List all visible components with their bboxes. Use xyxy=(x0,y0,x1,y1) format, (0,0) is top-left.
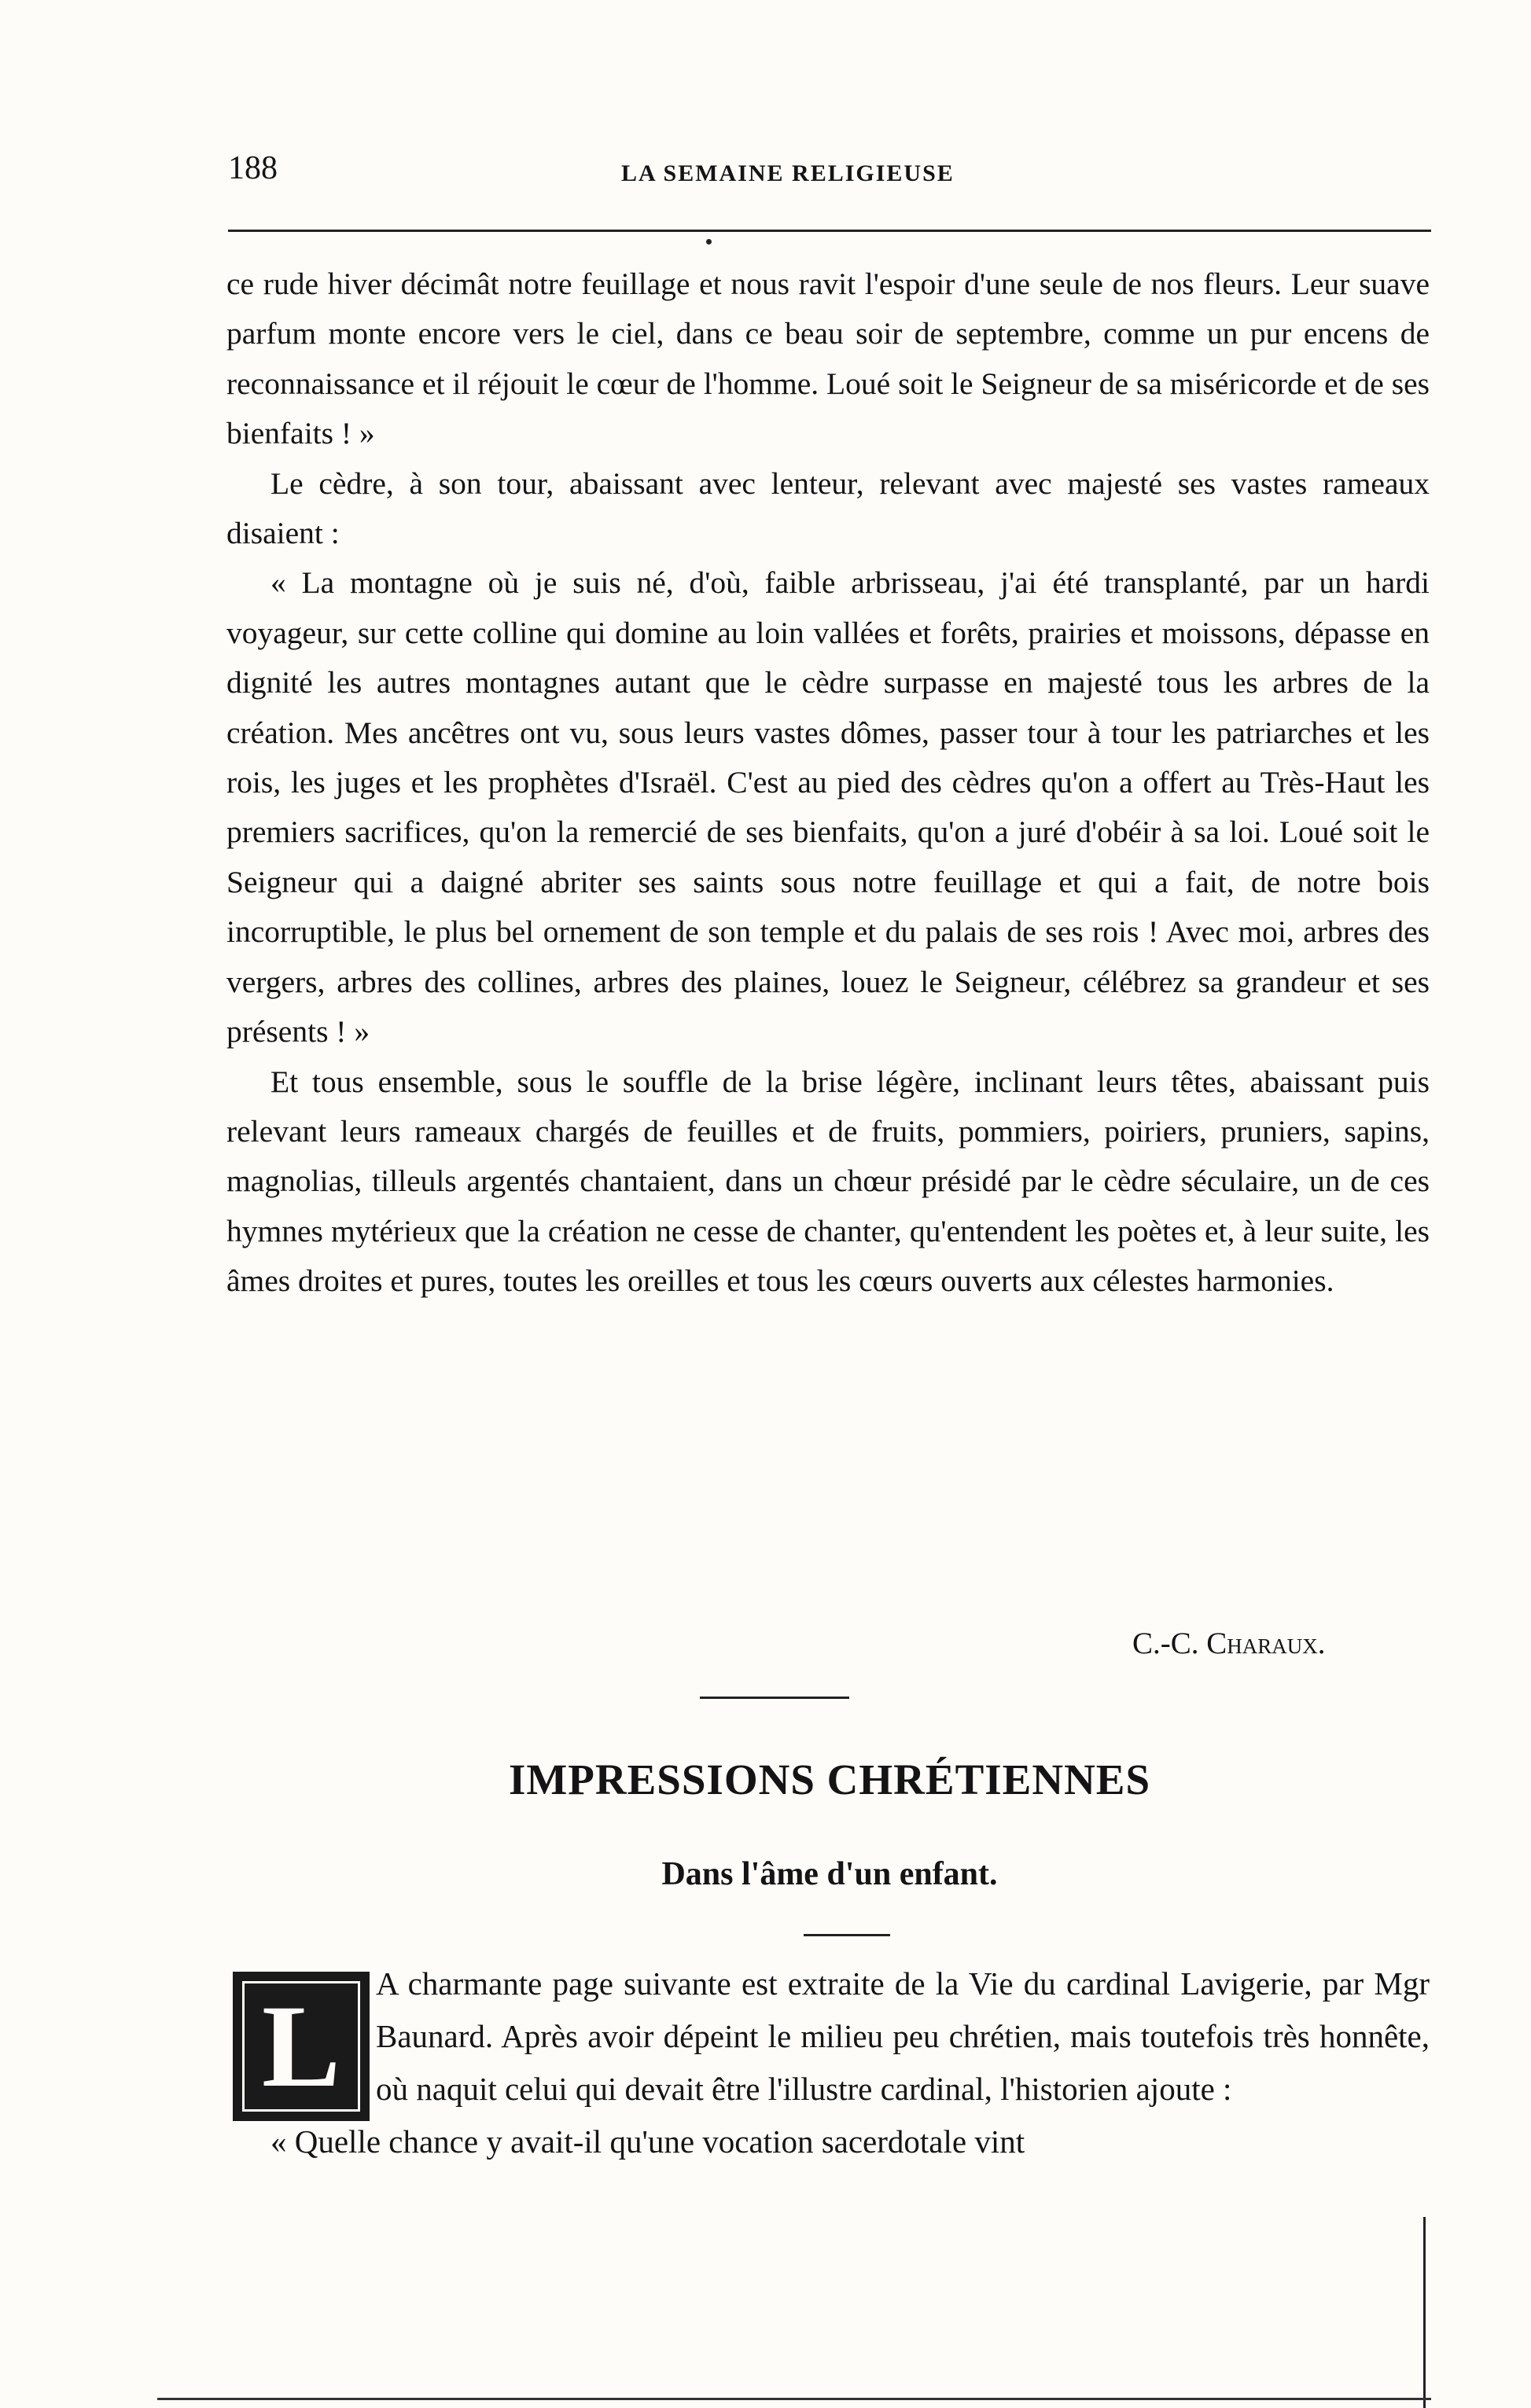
section-divider xyxy=(700,1697,849,1699)
paragraph-chorus: Et tous ensemble, sous le souffle de la brise légère, inclinant leurs têtes, abaissant puis relevant leurs rameaux chargés de feuilles et de fruits, pommiers, poiriers, pruniers, sapins, magnolias, tilleuls argentés chantaient, dans un chœur présidé par le cèdre séculaire, un de ces hymnes mytérieux que la création ne cesse de chanter, qu'entendent les poètes et, à leur suite, les âmes droites et pures, toutes les oreilles et tous les cœurs ouverts aux célestes harmonies. xyxy=(226,1064,1430,1299)
author-signature: C.-C. Charaux. xyxy=(1132,1627,1326,1660)
page-header xyxy=(228,149,1431,197)
header-dot xyxy=(706,239,712,244)
paragraph-quote-start: « Quelle chance y avait-il qu'une vocation sacerdotale vint xyxy=(271,2123,1025,2160)
paragraph-cedar-speech: « La montagne où je suis né, d'où, faible arbrisseau, j'ai été transplanté, par un hardi voyageur, sur cette colline qui domine au loin vallées et forêts, prairies et moissons, dépasse en dignité les autres montagnes autant que le cèdre surpasse en majesté tous les arbres de la création. Mes ancêtres ont vu, sous leurs vastes dômes, passer tour à tour les patriarches et les rois, les juges et les prophètes d'Israël. C'est au pied des cèdres qu'on a offert au Très-Haut les premiers sacrifices, qu'on la remercié de ses bienfaits, qu'on a juré d'obéir à sa loi. Loué soit le Seigneur qui a daigné abriter ses saints sous notre feuillage et qui a fait, de notre bois incorruptible, le plus bel ornement de son temple et du palais de ses rois ! Avec moi, arbres des vergers, arbres des collines, arbres des plaines, louez le Seigneur, célébrez sa grandeur et ses présents ! » xyxy=(226,565,1430,1050)
margin-rule xyxy=(1423,2217,1426,2408)
section-body xyxy=(226,1958,1430,2168)
section-subtitle: Dans l'âme d'un enfant. xyxy=(661,1856,998,1892)
page-number: 188 xyxy=(228,150,278,186)
subtitle-divider xyxy=(804,1934,890,1936)
running-title: LA SEMAINE RELIGIEUSE xyxy=(621,160,955,186)
ornamental-dropcap: L xyxy=(233,1972,370,2121)
dropcap-space xyxy=(226,1958,376,2107)
article-body xyxy=(226,259,1430,1307)
section-title: IMPRESSIONS CHRÉTIENNES xyxy=(508,1755,1151,1803)
bottom-rule xyxy=(157,2398,1431,2400)
paragraph-intro: A charmante page suivante est extraite de la Vie du cardinal Lavigerie, par Mgr Baunard. Après avoir dépeint le milieu peu chrétien, mais toutefois très honnête, où naquit celui qui devait être l'illustre cardinal, l'historien ajoute : xyxy=(376,1965,1430,2107)
paragraph-continuation: ce rude hiver décimât notre feuillage et nous ravit l'espoir d'une seule de nos fleurs. Leur suave parfum monte encore vers le ciel, dans ce beau soir de septembre, comme un pur encens de reconnaissance et il réjouit le cœur de l'homme. Loué soit le Seigneur de sa miséricorde et de ses bienfaits ! » xyxy=(226,267,1430,451)
header-rule xyxy=(228,230,1431,232)
paragraph-cedar-intro: Le cèdre, à son tour, abaissant avec lenteur, relevant avec majesté ses vastes rameaux disaient : xyxy=(226,465,1430,551)
